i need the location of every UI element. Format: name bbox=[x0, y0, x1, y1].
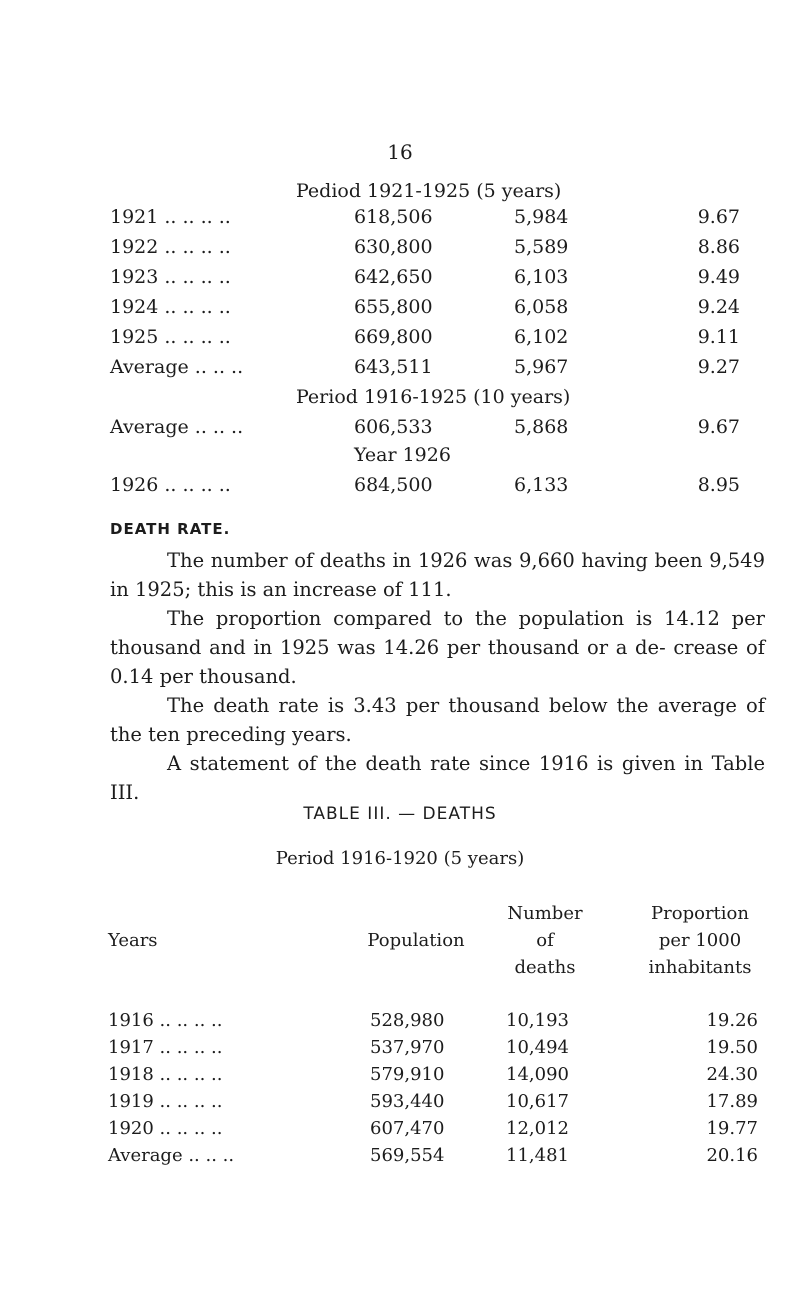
row-population: 528,980 bbox=[370, 1010, 445, 1031]
row-label: Average .. .. .. bbox=[110, 416, 244, 438]
page-number: 16 bbox=[387, 140, 413, 164]
row-population: 669,800 bbox=[354, 326, 433, 348]
row-population: 630,800 bbox=[354, 236, 433, 258]
header-line: Proportion bbox=[651, 903, 749, 924]
table-row bbox=[108, 1118, 768, 1146]
row-population: 569,554 bbox=[370, 1145, 445, 1166]
column-header-proportion bbox=[620, 900, 780, 981]
table-row bbox=[108, 1037, 768, 1065]
row-proportion: 9.67 bbox=[697, 416, 740, 438]
row-proportion: 9.67 bbox=[697, 206, 740, 228]
row-deaths: 11,481 bbox=[506, 1145, 569, 1166]
paragraph: The death rate is 3.43 per thousand below the average of the ten preceding years. bbox=[110, 694, 765, 746]
row-proportion: 8.86 bbox=[697, 236, 740, 258]
row-label: 1916 .. .. .. .. bbox=[108, 1010, 223, 1031]
table-row bbox=[110, 474, 770, 502]
table-row bbox=[108, 1010, 768, 1038]
row-population: 606,533 bbox=[354, 416, 433, 438]
column-header-deaths bbox=[480, 900, 610, 981]
row-deaths: 6,103 bbox=[514, 266, 569, 288]
row-deaths: 5,868 bbox=[514, 416, 569, 438]
row-population: 655,800 bbox=[354, 296, 433, 318]
header-line: per 1000 bbox=[658, 930, 742, 951]
row-proportion: 9.49 bbox=[697, 266, 740, 288]
row-population: 642,650 bbox=[354, 266, 433, 288]
row-label: 1919 .. .. .. .. bbox=[108, 1091, 223, 1112]
row-label: 1922 .. .. .. .. bbox=[110, 236, 231, 258]
row-deaths: 10,193 bbox=[506, 1010, 569, 1031]
row-proportion: 8.95 bbox=[697, 474, 740, 496]
row-population: 593,440 bbox=[370, 1091, 445, 1112]
row-deaths: 6,133 bbox=[514, 474, 569, 496]
row-proportion: 9.11 bbox=[697, 326, 740, 348]
row-label: 1925 .. .. .. .. bbox=[110, 326, 231, 348]
row-label: 1920 .. .. .. .. bbox=[108, 1118, 223, 1139]
row-deaths: 5,967 bbox=[514, 356, 569, 378]
row-deaths: 5,589 bbox=[514, 236, 569, 258]
table-row bbox=[110, 296, 770, 324]
year-title: Year 1926 bbox=[354, 444, 451, 466]
row-deaths: 6,102 bbox=[514, 326, 569, 348]
table-period: Period 1916-1920 (5 years) bbox=[275, 848, 525, 869]
row-deaths: 10,494 bbox=[506, 1037, 569, 1058]
row-label: 1921 .. .. .. .. bbox=[110, 206, 231, 228]
table-row bbox=[110, 416, 770, 444]
row-proportion: 19.26 bbox=[706, 1010, 758, 1031]
row-label: 1923 .. .. .. .. bbox=[110, 266, 231, 288]
row-proportion: 9.24 bbox=[697, 296, 740, 318]
row-deaths: 12,012 bbox=[506, 1118, 569, 1139]
table-row bbox=[108, 1064, 768, 1092]
row-deaths: 6,058 bbox=[514, 296, 569, 318]
row-population: 684,500 bbox=[354, 474, 433, 496]
row-deaths: 5,984 bbox=[514, 206, 569, 228]
row-population: 643,511 bbox=[354, 356, 433, 378]
row-label: 1918 .. .. .. .. bbox=[108, 1064, 223, 1085]
row-label: Average .. .. .. bbox=[110, 356, 244, 378]
paragraph: A statement of the death rate since 1916 is given in Table III. bbox=[110, 752, 765, 804]
row-label: 1917 .. .. .. .. bbox=[108, 1037, 223, 1058]
row-proportion: 20.16 bbox=[706, 1145, 758, 1166]
death-rate-text bbox=[110, 546, 765, 807]
column-header-years: Years bbox=[108, 930, 158, 951]
row-label: 1926 .. .. .. .. bbox=[110, 474, 231, 496]
header-line: inhabitants bbox=[648, 957, 752, 978]
row-deaths: 10,617 bbox=[506, 1091, 569, 1112]
table-row bbox=[110, 236, 770, 264]
table-row bbox=[108, 1091, 768, 1119]
paragraph: The proportion compared to the population is 14.12 per thousand and in 1925 was 14.26 per thousand or a de- crease of 0.14 per thousand. bbox=[110, 607, 765, 688]
row-proportion: 19.50 bbox=[706, 1037, 758, 1058]
table-row bbox=[110, 326, 770, 354]
table-row bbox=[110, 206, 770, 234]
section-heading: DEATH RATE. bbox=[110, 520, 231, 538]
row-proportion: 9.27 bbox=[697, 356, 740, 378]
row-deaths: 14,090 bbox=[506, 1064, 569, 1085]
table-row bbox=[110, 356, 770, 384]
row-proportion: 17.89 bbox=[706, 1091, 758, 1112]
row-population: 537,970 bbox=[370, 1037, 445, 1058]
row-population: 579,910 bbox=[370, 1064, 445, 1085]
header-line: deaths bbox=[514, 957, 576, 978]
column-header-population: Population bbox=[367, 930, 465, 951]
paragraph: The number of deaths in 1926 was 9,660 having been 9,549 in 1925; this is an increase of 111. bbox=[110, 549, 765, 601]
row-population: 618,506 bbox=[354, 206, 433, 228]
period-title: Pediod 1921-1925 (5 years) bbox=[296, 180, 562, 202]
header-line: Number bbox=[507, 903, 583, 924]
period-title: Period 1916-1925 (10 years) bbox=[296, 386, 571, 408]
row-proportion: 19.77 bbox=[706, 1118, 758, 1139]
row-label: 1924 .. .. .. .. bbox=[110, 296, 231, 318]
table-row bbox=[110, 266, 770, 294]
row-population: 607,470 bbox=[370, 1118, 445, 1139]
table-row bbox=[108, 1145, 768, 1173]
row-proportion: 24.30 bbox=[706, 1064, 758, 1085]
header-line: of bbox=[536, 930, 554, 951]
row-label: Average .. .. .. bbox=[108, 1145, 235, 1166]
table-title: TABLE III. — DEATHS bbox=[303, 804, 497, 824]
